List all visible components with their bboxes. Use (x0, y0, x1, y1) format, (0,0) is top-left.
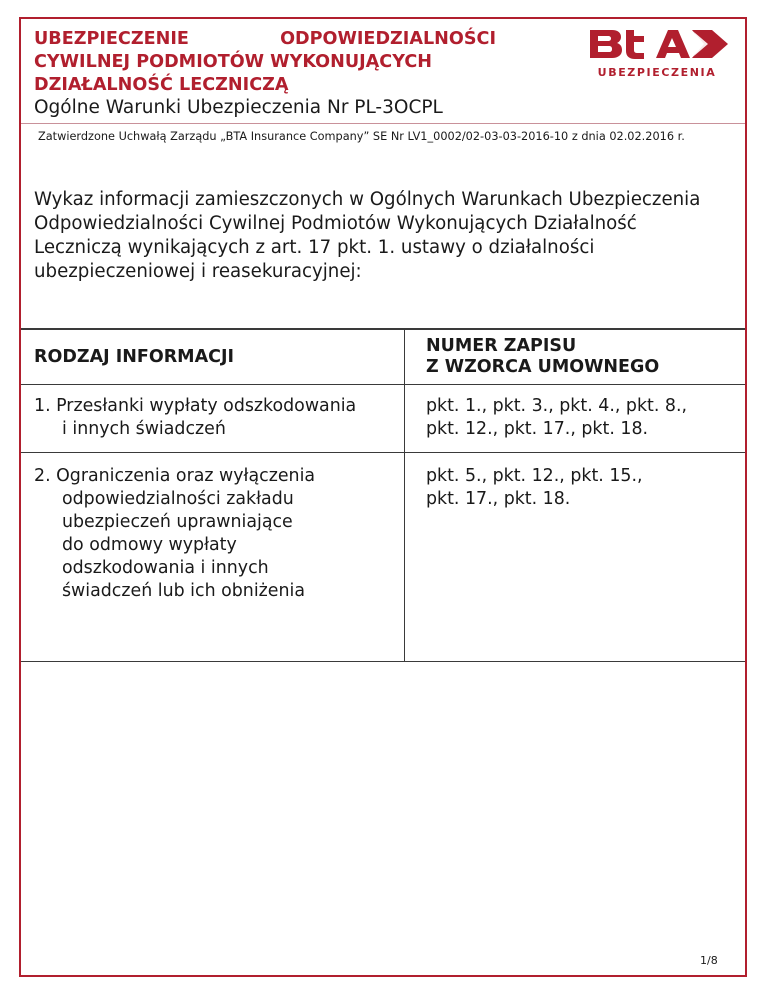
row2-ref-line2: pkt. 17., pkt. 18. (426, 489, 571, 509)
row1-ref-line2: pkt. 12., pkt. 17., pkt. 18. (426, 419, 649, 439)
table-bottom-border (21, 661, 745, 662)
column-header-ref-line2: Z WZORCA UMOWNEGO (426, 357, 660, 377)
title-line3: DZIAŁALNOŚĆ LECZNICZĄ (34, 75, 289, 95)
document-subtitle: Ogólne Warunki Ubezpieczenia Nr PL-3OCPL (34, 97, 443, 118)
row2-info-line5: odszkodowania i innych (62, 558, 269, 578)
header-divider (21, 123, 745, 124)
table-row-2-info (34, 465, 392, 603)
table-row-1-info (34, 395, 394, 441)
title-line2: CYWILNEJ PODMIOTÓW WYKONUJĄCYCH (34, 52, 432, 72)
page-number: 1/8 (700, 954, 718, 967)
intro-line-4: ubezpieczeniowej i reasekuracyjnej: (34, 261, 362, 282)
column-header-ref (426, 336, 659, 378)
title-line1-b: ODPOWIEDZIALNOŚCI (280, 29, 496, 49)
table-header-border (21, 384, 745, 385)
row2-info-line2: odpowiedzialności zakładu (62, 489, 294, 509)
intro-line-1 (34, 188, 734, 212)
row1-info-line1: 1. Przesłanki wypłaty odszkodowania (34, 396, 357, 416)
intro-line-2: Odpowiedzialności Cywilnej Podmiotów Wykonujących Działalność (34, 213, 637, 234)
row2-info-line4: do odmowy wypłaty (62, 535, 237, 555)
intro-paragraph (34, 188, 734, 284)
table-top-border (21, 328, 745, 330)
table-row1-border (21, 452, 745, 453)
row2-ref-line1: pkt. 5., pkt. 12., pkt. 15., (426, 466, 643, 486)
intro-line-1-text: Wykaz informacji zamieszczonych w Ogólnych Warunkach Ubezpieczenia (34, 189, 701, 210)
column-header-info: RODZAJ INFORMACJI (34, 347, 235, 367)
title-line1-a: UBEZPIECZENIE (34, 29, 189, 49)
row2-info-line6: świadczeń lub ich obniżenia (62, 581, 305, 601)
table-row-1-ref (426, 395, 736, 441)
logo-subtext: UBEZPIECZENIA (597, 66, 717, 79)
column-header-ref-line1: NUMER ZAPISU (426, 336, 577, 356)
row2-info-line1: 2. Ograniczenia oraz wyłączenia (34, 466, 316, 486)
document-title (34, 28, 504, 97)
table-column-divider (404, 329, 405, 662)
row2-info-line3: ubezpieczeń uprawniające (62, 512, 293, 532)
row1-ref-line1: pkt. 1., pkt. 3., pkt. 4., pkt. 8., (426, 396, 688, 416)
approval-note: Zatwierdzone Uchwałą Zarządu „BTA Insurance Company” SE Nr LV1_0002/02-03-03-2016-10 z dnia 02.02.2016 r. (38, 130, 685, 143)
row1-info-line2: i innych świadczeń (62, 419, 226, 439)
table-row-2-ref (426, 465, 736, 511)
intro-line-3: Leczniczą wynikających z art. 17 pkt. 1. ustawy o działalności (34, 237, 595, 258)
